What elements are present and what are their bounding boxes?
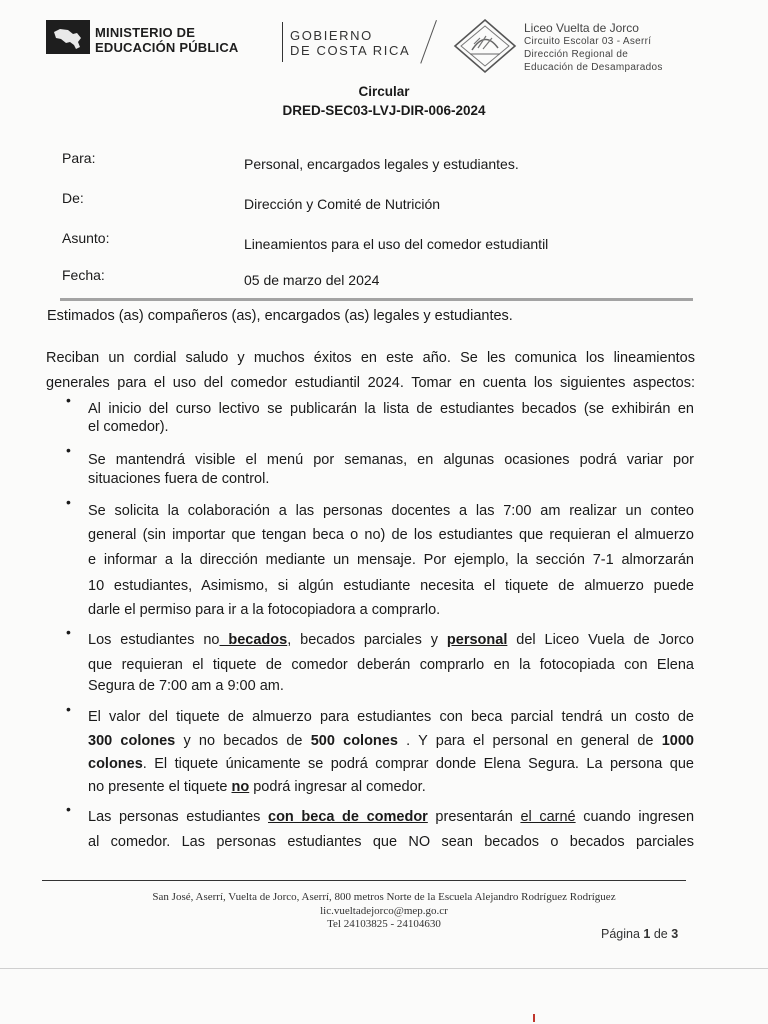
footer-email: lic.vueltadejorco@mep.go.cr	[320, 905, 448, 917]
footer-address: San José, Aserrí, Vuelta de Jorco, Aserrí, 800 metros Norte de la Escuela Alejandro Rodríguez Rodríguez	[152, 891, 616, 903]
bullet-4-line-2: que requieran el tiquete de comedor deberán comprarlo en la fotocopiada con Elena	[88, 657, 694, 673]
bullet-marker: •	[66, 442, 71, 458]
meta-label-asunto: Asunto:	[62, 230, 110, 246]
circular-heading: Circular	[358, 84, 410, 99]
header-divider	[282, 22, 283, 62]
bullet-5-line-4: no presente el tiquete no podrá ingresar al comedor.	[88, 779, 426, 795]
meta-label-de: De:	[62, 190, 84, 206]
bullet-marker: •	[66, 392, 71, 408]
intro-line-2: generales para el uso del comedor estudiantil 2024. Tomar en cuenta los siguientes aspectos:	[46, 375, 695, 391]
red-ink-mark	[533, 1014, 535, 1022]
bullet-marker: •	[66, 494, 71, 510]
meta-value-fecha: 05 de marzo del 2024	[244, 272, 380, 288]
bullet-4-line-1: Los estudiantes no becados, becados parciales y personal del Liceo Vuela de Jorco	[88, 632, 694, 648]
bullet-1-line-2: el comedor).	[88, 419, 169, 435]
circular-code: DRED-SEC03-LVJ-DIR-006-2024	[282, 103, 486, 118]
bullet-2-line-2: situaciones fuera de control.	[88, 471, 270, 487]
mep-logo-icon	[46, 20, 90, 54]
meta-value-asunto: Lineamientos para el uso del comedor estudiantil	[244, 236, 549, 252]
page-number: Página 1 de 3	[601, 927, 679, 941]
school-info: Liceo Vuelta de Jorco Circuito Escolar 03 - Aserrí Dirección Regional de Educación de Desamparados	[524, 21, 663, 73]
meta-label-fecha: Fecha:	[62, 267, 105, 283]
bullet-marker: •	[66, 801, 71, 817]
bullet-marker: •	[66, 701, 71, 717]
bullet-5-line-3: colones. El tiquete únicamente se podrá comprar donde Elena Segura. La persona que	[88, 756, 694, 772]
bullet-6-line-2: al comedor. Las personas estudiantes que NO sean becados o becados parciales	[88, 834, 694, 850]
school-seal-icon	[452, 18, 518, 74]
bullet-2-line-1: Se mantendrá visible el menú por semanas, en algunas ocasiones podrá variar por	[88, 452, 694, 468]
meta-value-para: Personal, encargados legales y estudiantes.	[244, 156, 519, 172]
underlined-no: no	[231, 779, 250, 795]
underlined-beca-comedor: con beca de comedor	[268, 809, 428, 825]
header-slash-divider	[420, 20, 437, 64]
mep-name: MINISTERIO DE EDUCACIÓN PÚBLICA	[95, 25, 239, 55]
page-edge-line	[0, 968, 768, 969]
meta-divider	[60, 298, 693, 301]
bullet-3-line-5: darle el permiso para ir a la fotocopiadora a comprarlo.	[88, 602, 441, 618]
underlined-becados: becados	[219, 632, 288, 648]
bullet-3-line-1: Se solicita la colaboración a las personas docentes a las 7:00 am realizar un conteo	[88, 503, 694, 519]
underlined-carne: el carné	[520, 809, 576, 825]
bullet-5-line-1: El valor del tiquete de almuerzo para estudiantes con beca parcial tendrá un costo de	[88, 709, 694, 725]
bullet-4-line-3: Segura de 7:00 am a 9:00 am.	[88, 678, 284, 694]
government-name: GOBIERNO DE COSTA RICA	[290, 28, 411, 58]
bullet-3-line-2: general (sin importar que tengan beca o no) de los estudiantes que requieran el almuerzo	[88, 527, 694, 543]
bullet-6-line-1: Las personas estudiantes con beca de comedor presentarán el carné cuando ingresen	[88, 809, 695, 825]
greeting: Estimados (as) compañeros (as), encargados (as) legales y estudiantes.	[47, 308, 513, 324]
bullet-1-line-1: Al inicio del curso lectivo se publicarán la lista de estudiantes becados (se exhibirán en	[88, 401, 694, 417]
underlined-personal: personal	[446, 632, 508, 648]
bullet-3-line-3: e informar a la dirección mediante un mensaje. Por ejemplo, la sección 7-1 almorzarán	[88, 552, 694, 568]
footer-phone: Tel 24103825 - 24104630	[327, 918, 441, 930]
footer-divider	[42, 880, 686, 881]
intro-line-1: Reciban un cordial saludo y muchos éxitos en este año. Se les comunica los lineamientos	[46, 350, 695, 366]
bullet-5-line-2: 300 colones y no becados de 500 colones . Y para el personal en general de 1000	[88, 733, 694, 749]
bullet-3-line-4: 10 estudiantes, Asimismo, si algún estudiante necesita el tiquete de almuerzo puede	[88, 578, 694, 594]
bullet-marker: •	[66, 624, 71, 640]
meta-value-de: Dirección y Comité de Nutrición	[244, 196, 441, 212]
meta-label-para: Para:	[62, 150, 96, 166]
